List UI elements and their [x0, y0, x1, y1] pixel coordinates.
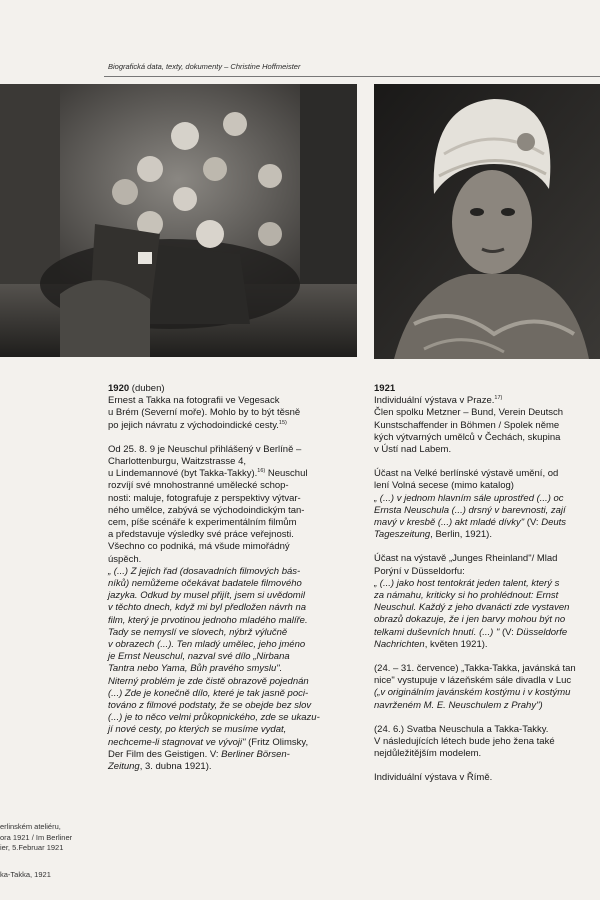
quote-line: jí nové cesty, po kterých se musíme vydat, — [108, 724, 287, 736]
source-title: Berliner Börsen- — [221, 748, 290, 760]
source-title: Tageszeitung — [374, 529, 431, 541]
text-line: Porýní v Düsseldorfu: — [374, 565, 465, 577]
quote-line: za námahu, kriticky si ho prohlédnout: Ernst — [374, 590, 559, 602]
quote-line: (...) je to něco velmi průkopnického, zde se ukazu- — [108, 712, 320, 724]
text-line: Člen spolku Metzner – Bund, Verein Deutsch — [374, 407, 564, 419]
text-span: po jejich návratu z východoindické cesty. — [108, 419, 279, 431]
text-line: úspěch. — [108, 553, 142, 565]
quote-line: je Ernst Neuschul, nazval své dílo „Nirbana — [108, 651, 290, 663]
header-rule — [104, 76, 600, 77]
quote-line: níků) nemůžeme očekávat badatele filmového — [108, 578, 302, 590]
quote-line: jazyka. Odkud by musel přijít, jsem si uvědomil — [108, 590, 305, 602]
quote-span: nechceme-li stagnovat ve vývoji" — [108, 736, 246, 748]
text-span: u Lindemannové (byt Takka-Takky). — [108, 468, 258, 480]
footnote-ref: 17) — [494, 395, 503, 402]
quote-line: Tantra nebo Yama, Bůh pravého smyslu". — [108, 663, 283, 675]
quote-line: Tady se nemyslí ve slovech, nýbrž výlučně — [108, 626, 288, 638]
quote-line: „ (...) jako host tentokrát jeden talent, který s — [374, 577, 560, 589]
text-line: (24. – 31. července) „Takka-Takka, javánská tan — [374, 663, 576, 675]
source-title: Zeitung — [108, 761, 140, 773]
text-line — [108, 761, 360, 773]
text-span: , 3. dubna 1921). — [139, 761, 212, 773]
caption-line: ka-Takka, 1921 — [0, 869, 51, 879]
text-line: Individuální výstava v Římě. — [374, 772, 493, 784]
footnote-ref: 16) — [257, 468, 266, 475]
left-text-column — [108, 383, 360, 773]
text-line: ného umělce, zabývá se východoindickým tan- — [108, 504, 305, 516]
text-line: (24. 6.) Svatba Neuschula a Takka-Takky. — [374, 723, 549, 735]
text-line: kých výtvarných umělců v Čechách, skupina — [374, 431, 561, 443]
quote-line: obrazů dokazuje, že i jen barvy mohou být no — [374, 614, 566, 626]
text-line — [374, 529, 600, 541]
text-line: Od 25. 8. 9 je Neuschul přihlášený v Berlíně – — [108, 443, 302, 455]
text-line: Kunstschaffender in Böhmen / Spolek něme — [374, 419, 560, 431]
footnote-ref: 15) — [278, 419, 287, 426]
text-line: cem, píše scénáře k experimentálním filmům — [108, 517, 297, 529]
text-line: u Brém (Severní moře). Mohlo by to být těsně — [108, 407, 301, 419]
photo-caption — [0, 822, 92, 880]
text-line — [374, 627, 600, 639]
text-line: Charlottenburgu, Waitzstrasse 4, — [108, 456, 246, 468]
quote-line: Niterný problém je zde čistě obrazově pojednán — [108, 675, 309, 687]
quote-line: (...) Zde je konečně dílo, které je tak jasně poci- — [108, 687, 309, 699]
text-line: V následujících létech bude jeho žena také — [374, 736, 555, 748]
quote-line: Ernsta Neuschula (...) drsný v barevnosti, zají — [374, 504, 566, 516]
year-1921: 1921 — [374, 383, 396, 394]
text-span: (Fritz Olimsky, — [245, 736, 309, 748]
caption-line: erlinském ateliéru, — [0, 822, 61, 831]
text-span: Individuální výstava v Praze. — [374, 395, 495, 407]
text-line — [108, 749, 360, 761]
quote-line: továno z filmové podstaty, že se obejde bez slov — [108, 700, 312, 712]
text-line — [374, 517, 600, 529]
running-head: Biografická data, texty, dokumenty – Christine Hoffmeister — [108, 62, 301, 71]
quote-span: mavý v kresbě (...) akt mladé dívky" — [374, 517, 525, 529]
text-span: (V: — [499, 626, 517, 638]
text-line: nice" vystupuje v lázeňském sále divadla v Luc — [374, 675, 572, 687]
text-line: nejdůležitějším modelem. — [374, 748, 482, 760]
quote-line: v obrazech (...). Ten mladý umělec, jeho jméno — [108, 639, 306, 651]
quote-line: Neuschul. Každý z jeho dvanácti zde vystaven — [374, 602, 570, 614]
text-span: Neuschul — [265, 468, 308, 480]
quote-line: navrženém M. E. Neuschulem z Prahy") — [374, 699, 543, 711]
quote-span: telkami duševních hnutí. (...) " — [374, 626, 500, 638]
portrait-photograph — [374, 84, 600, 359]
text-line: nosti: maluje, fotografuje z perspektivy výtvar- — [108, 492, 301, 504]
text-span: Der Film des Geistigen. V: — [108, 748, 222, 760]
right-text-column — [374, 383, 600, 785]
text-span: (V: — [524, 517, 542, 529]
quote-line: („v originálním javánském kostýmu i v kostýmu — [374, 687, 571, 699]
text-span: , Berlin, 1921). — [430, 529, 492, 541]
text-line: Ernest a Takka na fotografii ve Vegesack — [108, 395, 280, 407]
source-title: Nachrichten — [374, 638, 425, 650]
text-line — [108, 737, 360, 749]
text-line — [108, 420, 360, 432]
quote-line: „ (...) v jednom hlavním sále uprostřed (...) oc — [374, 492, 564, 504]
text-line: a představuje výsledky své práce veřejnosti. — [108, 529, 294, 541]
group-photograph — [0, 84, 357, 357]
source-title: Deuts — [541, 517, 567, 529]
text-line: Účast na výstavě „Junges Rheinland"/ Mlad — [374, 553, 558, 565]
text-line — [374, 395, 600, 407]
caption-line: ier, 5.Februar 1921 — [0, 843, 64, 852]
text-line: Účast na Velké berlínské výstavě umění, od — [374, 468, 559, 480]
year-note: (duben) — [129, 383, 165, 394]
text-line: rozvíjí své mnohostranné umělecké schop- — [108, 480, 289, 492]
caption-line: ora 1921 / Im Berliner — [0, 832, 73, 842]
text-span: , květen 1921). — [424, 638, 488, 650]
source-title: Düsseldorfe — [516, 626, 568, 638]
year-heading — [108, 383, 360, 395]
text-line: lení Volná secese (mimo katalog) — [374, 480, 514, 492]
text-line: Všechno co podniká, má všude mimořádný — [108, 541, 290, 553]
text-line: v Ústí nad Labem. — [374, 444, 452, 456]
text-line — [108, 468, 360, 480]
quote-line: film, který je prvotinou jednoho mladého malíře. — [108, 614, 308, 626]
quote-line: v těchto dnech, když mi byl předložen návrh na — [108, 602, 307, 614]
quote-line: „ (...) Z jejich řad (dosavadních filmových bás- — [108, 565, 301, 577]
text-line — [374, 639, 600, 651]
year-1920: 1920 — [108, 383, 130, 394]
